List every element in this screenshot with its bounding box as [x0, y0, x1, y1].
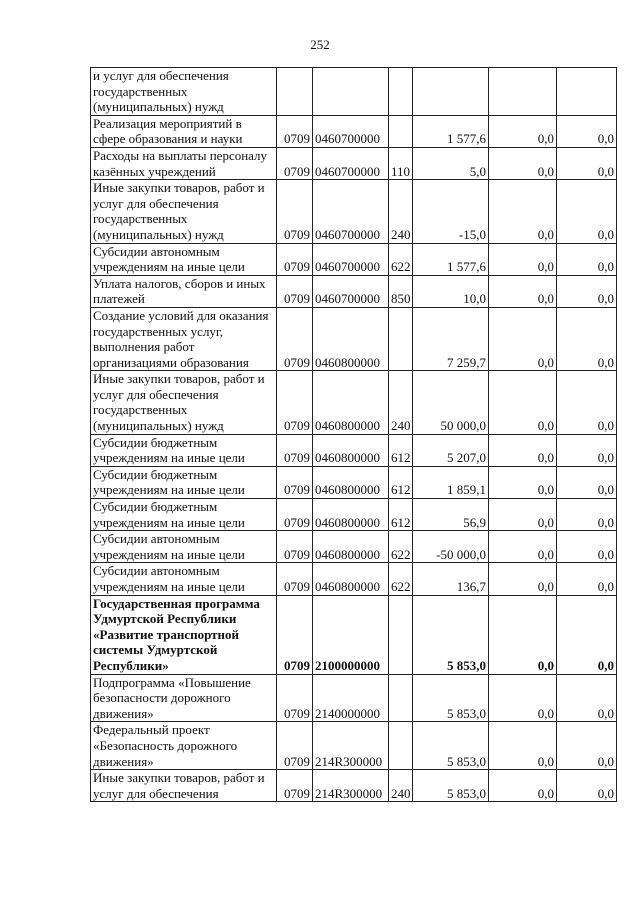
- amount-2-cell: 0,0: [489, 674, 557, 722]
- amount-3-cell: 0,0: [557, 243, 617, 275]
- target-code-cell: [313, 68, 389, 116]
- target-code-cell: 0460700000: [313, 275, 389, 307]
- section-code-cell: 0709: [277, 595, 313, 674]
- table-row: [91, 531, 617, 563]
- section-code-cell: 0709: [277, 180, 313, 243]
- amount-cell: 5 207,0: [413, 434, 489, 466]
- amount-cell: 10,0: [413, 275, 489, 307]
- amount-cell: 1 859,1: [413, 466, 489, 498]
- amount-2-cell: 0,0: [489, 243, 557, 275]
- table-row: [91, 434, 617, 466]
- expense-type-cell: 850: [389, 275, 413, 307]
- amount-3-cell: 0,0: [557, 531, 617, 563]
- amount-cell: 1 577,6: [413, 115, 489, 147]
- row-name-cell: Субсидии бюджетным учреждениям на иные цели: [91, 499, 277, 531]
- amount-3-cell: 0,0: [557, 147, 617, 179]
- table-row: [91, 68, 617, 116]
- table-row: [91, 275, 617, 307]
- target-code-cell: 2140000000: [313, 674, 389, 722]
- section-code-cell: 0709: [277, 115, 313, 147]
- section-code-cell: 0709: [277, 371, 313, 434]
- amount-3-cell: 0,0: [557, 674, 617, 722]
- row-name-cell: Субсидии бюджетным учреждениям на иные цели: [91, 466, 277, 498]
- expense-type-cell: [389, 307, 413, 370]
- section-code-cell: 0709: [277, 499, 313, 531]
- section-code-cell: 0709: [277, 770, 313, 802]
- amount-cell: 56,9: [413, 499, 489, 531]
- table-row: [91, 115, 617, 147]
- section-code-cell: 0709: [277, 531, 313, 563]
- amount-2-cell: 0,0: [489, 595, 557, 674]
- table-row: [91, 595, 617, 674]
- expense-type-cell: 622: [389, 243, 413, 275]
- expense-type-cell: 612: [389, 499, 413, 531]
- row-name-cell: Создание условий для оказания государственных услуг, выполнения работ организациями образования: [91, 307, 277, 370]
- amount-3-cell: 0,0: [557, 307, 617, 370]
- section-code-cell: 0709: [277, 275, 313, 307]
- amount-cell: -15,0: [413, 180, 489, 243]
- row-name-cell: Подпрограмма «Повышение безопасности дорожного движения»: [91, 674, 277, 722]
- amount-2-cell: 0,0: [489, 115, 557, 147]
- amount-3-cell: 0,0: [557, 434, 617, 466]
- expense-type-cell: [389, 674, 413, 722]
- row-name-cell: Реализация мероприятий в сфере образования и науки: [91, 115, 277, 147]
- target-code-cell: 0460800000: [313, 307, 389, 370]
- amount-3-cell: 0,0: [557, 371, 617, 434]
- table-row: [91, 466, 617, 498]
- expense-type-cell: [389, 595, 413, 674]
- expense-type-cell: 622: [389, 563, 413, 595]
- target-code-cell: 214R300000: [313, 770, 389, 802]
- amount-3-cell: 0,0: [557, 115, 617, 147]
- amount-cell: 5 853,0: [413, 674, 489, 722]
- amount-cell: 5,0: [413, 147, 489, 179]
- table-row: [91, 243, 617, 275]
- target-code-cell: 214R300000: [313, 722, 389, 770]
- amount-2-cell: [489, 68, 557, 116]
- target-code-cell: 0460700000: [313, 147, 389, 179]
- amount-3-cell: 0,0: [557, 466, 617, 498]
- row-name-cell: Государственная программа Удмуртской Республики «Развитие транспортной системы Удмуртской Республики»: [91, 595, 277, 674]
- row-name-cell: Субсидии автономным учреждениям на иные цели: [91, 563, 277, 595]
- table-row: [91, 722, 617, 770]
- amount-cell: 50 000,0: [413, 371, 489, 434]
- amount-cell: 1 577,6: [413, 243, 489, 275]
- row-name-cell: Субсидии автономным учреждениям на иные цели: [91, 243, 277, 275]
- target-code-cell: 0460800000: [313, 371, 389, 434]
- amount-3-cell: 0,0: [557, 595, 617, 674]
- target-code-cell: 0460800000: [313, 466, 389, 498]
- expense-type-cell: [389, 115, 413, 147]
- expense-type-cell: 240: [389, 371, 413, 434]
- amount-2-cell: 0,0: [489, 307, 557, 370]
- section-code-cell: 0709: [277, 434, 313, 466]
- amount-2-cell: 0,0: [489, 434, 557, 466]
- target-code-cell: 0460800000: [313, 499, 389, 531]
- target-code-cell: 2100000000: [313, 595, 389, 674]
- section-code-cell: 0709: [277, 307, 313, 370]
- table-row: [91, 371, 617, 434]
- section-code-cell: [277, 68, 313, 116]
- expense-type-cell: 612: [389, 434, 413, 466]
- table-row: [91, 563, 617, 595]
- expense-type-cell: [389, 722, 413, 770]
- amount-3-cell: 0,0: [557, 499, 617, 531]
- amount-cell: 7 259,7: [413, 307, 489, 370]
- target-code-cell: 0460700000: [313, 180, 389, 243]
- amount-3-cell: 0,0: [557, 770, 617, 802]
- amount-2-cell: 0,0: [489, 371, 557, 434]
- amount-2-cell: 0,0: [489, 180, 557, 243]
- amount-cell: 136,7: [413, 563, 489, 595]
- row-name-cell: Уплата налогов, сборов и иных платежей: [91, 275, 277, 307]
- amount-cell: [413, 68, 489, 116]
- page-number: 252: [310, 37, 330, 52]
- row-name-cell: Федеральный проект «Безопасность дорожного движения»: [91, 722, 277, 770]
- amount-cell: 5 853,0: [413, 722, 489, 770]
- section-code-cell: 0709: [277, 563, 313, 595]
- amount-2-cell: 0,0: [489, 531, 557, 563]
- section-code-cell: 0709: [277, 147, 313, 179]
- amount-cell: 5 853,0: [413, 595, 489, 674]
- target-code-cell: 0460800000: [313, 434, 389, 466]
- table-row: [91, 307, 617, 370]
- budget-table: [90, 67, 617, 802]
- expense-type-cell: 612: [389, 466, 413, 498]
- expense-type-cell: 622: [389, 531, 413, 563]
- target-code-cell: 0460800000: [313, 563, 389, 595]
- amount-cell: 5 853,0: [413, 770, 489, 802]
- amount-2-cell: 0,0: [489, 722, 557, 770]
- target-code-cell: 0460700000: [313, 243, 389, 275]
- table-row: [91, 674, 617, 722]
- row-name-cell: Иные закупки товаров, работ и услуг для обеспечения: [91, 770, 277, 802]
- row-name-cell: Расходы на выплаты персоналу казённых учреждений: [91, 147, 277, 179]
- table-row: [91, 147, 617, 179]
- amount-2-cell: 0,0: [489, 563, 557, 595]
- table-row: [91, 499, 617, 531]
- section-code-cell: 0709: [277, 722, 313, 770]
- expense-type-cell: 240: [389, 770, 413, 802]
- row-name-cell: Субсидии автономным учреждениям на иные цели: [91, 531, 277, 563]
- target-code-cell: 0460800000: [313, 531, 389, 563]
- expense-type-cell: 240: [389, 180, 413, 243]
- amount-2-cell: 0,0: [489, 770, 557, 802]
- amount-cell: -50 000,0: [413, 531, 489, 563]
- table-row: [91, 180, 617, 243]
- amount-2-cell: 0,0: [489, 147, 557, 179]
- expense-type-cell: [389, 68, 413, 116]
- amount-2-cell: 0,0: [489, 499, 557, 531]
- amount-3-cell: [557, 68, 617, 116]
- section-code-cell: 0709: [277, 674, 313, 722]
- amount-2-cell: 0,0: [489, 275, 557, 307]
- amount-3-cell: 0,0: [557, 180, 617, 243]
- row-name-cell: Субсидии бюджетным учреждениям на иные цели: [91, 434, 277, 466]
- row-name-cell: Иные закупки товаров, работ и услуг для обеспечения государственных (муниципальных) нужд: [91, 180, 277, 243]
- amount-3-cell: 0,0: [557, 722, 617, 770]
- section-code-cell: 0709: [277, 466, 313, 498]
- amount-3-cell: 0,0: [557, 275, 617, 307]
- amount-2-cell: 0,0: [489, 466, 557, 498]
- target-code-cell: 0460700000: [313, 115, 389, 147]
- section-code-cell: 0709: [277, 243, 313, 275]
- amount-3-cell: 0,0: [557, 563, 617, 595]
- row-name-cell: и услуг для обеспечения государственных (муниципальных) нужд: [91, 68, 277, 116]
- table-row: [91, 770, 617, 802]
- row-name-cell: Иные закупки товаров, работ и услуг для обеспечения государственных (муниципальных) нужд: [91, 371, 277, 434]
- expense-type-cell: 110: [389, 147, 413, 179]
